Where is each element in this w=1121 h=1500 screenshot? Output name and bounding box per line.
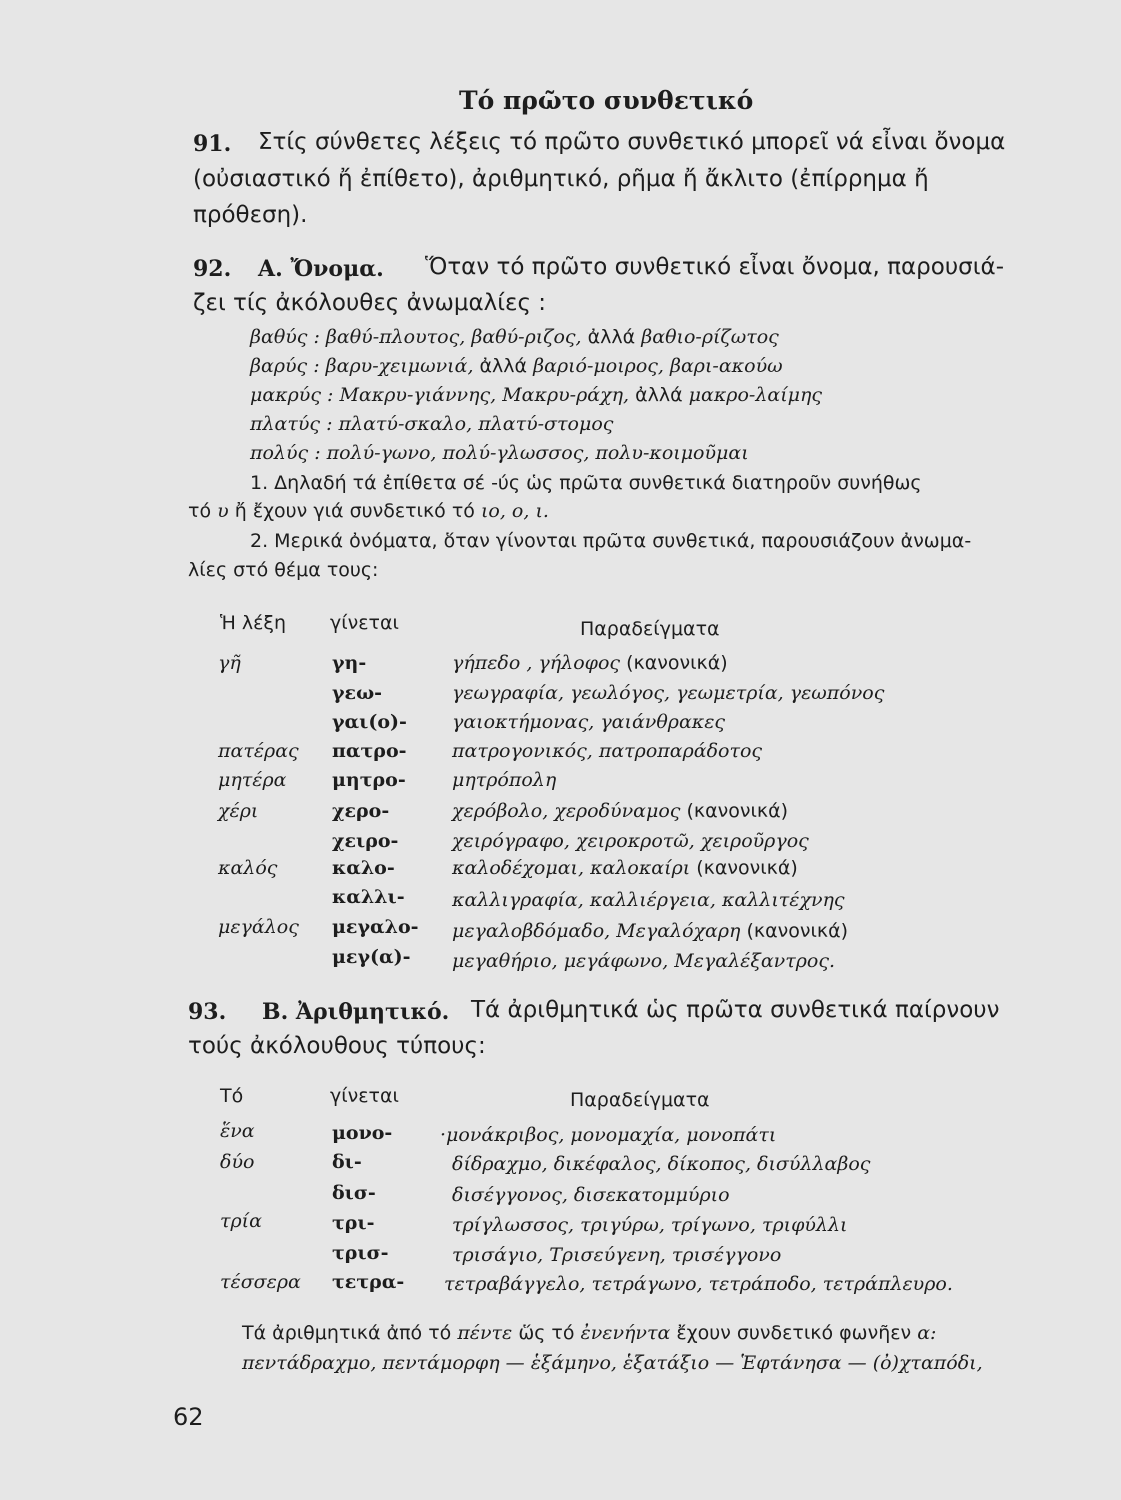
example-line: πλατύς : πλατύ-σκαλο, πλατύ-στομος — [250, 413, 614, 435]
example-line: βαρύς : βαρυ-χειμωνιά, ἀλλά βαριό-μοιρος, βαρι-ακούω — [250, 355, 783, 377]
section-93-number: 93. — [188, 999, 227, 1025]
section-93-text-1: Τά ἀριθμητικά ὡς πρῶτα συνθετικά παίρνουν — [471, 997, 1000, 1023]
table1-examples: μεγαθήριο, μεγάφωνο, Μεγαλέξαντρος. — [452, 950, 836, 972]
table2-stem: δισ- — [332, 1182, 376, 1204]
table1-word: χέρι — [218, 800, 259, 822]
table2-stem: τρισ- — [332, 1242, 389, 1264]
table1-stem: γαι(ο)- — [332, 711, 407, 733]
table1-examples: πατρογονικός, πατροπαράδοτος — [452, 740, 763, 762]
table1-examples: καλλιγραφία, καλλιέργεια, καλλιτέχνης — [452, 889, 845, 911]
table2-examples: τρισάγιο, Τρισεύγενη, τρισέγγονο — [452, 1244, 782, 1266]
table2-header-becomes: γίνεται — [330, 1085, 399, 1107]
table1-examples: γεωγραφία, γεωλόγος, γεωμετρία, γεωπόνος — [452, 682, 885, 704]
section-93-heading: Β. Ἀριθμητικό. — [262, 999, 450, 1025]
example-line: πολύς : πολύ-γωνο, πολύ-γλωσσος, πολυ-κοιμοῦμαι — [250, 442, 749, 464]
section-92-text-1: Ὅταν τό πρῶτο συνθετικό εἶναι ὄνομα, παρουσιά- — [425, 254, 1004, 280]
table1-header-examples: Παραδείγματα — [580, 618, 720, 640]
note-1-line-2: τό υ ἤ ἔχουν γιά συνδετικό τό ιο, ο, ι. — [188, 500, 549, 522]
table1-examples: μητρόπολη — [452, 769, 557, 791]
table1-word: πατέρας — [218, 740, 299, 762]
note-1-line-1: 1. Δηλαδή τά ἐπίθετα σέ -ύς ὡς πρῶτα συνθετικά διατηροῦν συνήθως — [250, 472, 922, 494]
example-line: βαθύς : βαθύ-πλουτος, βαθύ-ριζος, ἀλλά βαθιο-ρίζωτος — [250, 326, 779, 348]
table1-examples: χερόβολο, χεροδύναμος (κανονικά) — [452, 800, 789, 822]
table2-header-word: Τό — [220, 1085, 244, 1107]
table1-stem: χερο- — [332, 800, 390, 822]
table2-word: δύο — [220, 1151, 255, 1173]
table1-examples: καλοδέχομαι, καλοκαίρι (κανονικά) — [452, 857, 798, 879]
table1-stem: μεγ(α)- — [332, 946, 411, 968]
table1-stem: καλλι- — [332, 886, 405, 908]
table1-examples: γήπεδο , γήλοφος (κανονικά) — [452, 652, 728, 674]
table2-word: τρία — [220, 1210, 262, 1232]
table2-examples: ·μονάκριβος, μονομαχία, μονοπάτι — [440, 1124, 777, 1146]
table1-header-word: Ἡ λέξη — [220, 612, 287, 634]
closing-line-1: Τά ἀριθμητικά ἀπό τό πέντε ὥς τό ἐνενήντα ἔχουν συνδετικό φωνῆεν α: — [242, 1322, 937, 1344]
section-92-heading: Α. Ὄνομα. — [258, 256, 384, 282]
table1-examples: γαιοκτήμονας, γαιάνθρακες — [452, 711, 726, 733]
table2-word: ἕνα — [220, 1120, 255, 1142]
section-91-line-1: Στίς σύνθετες λέξεις τό πρῶτο συνθετικό μπορεῖ νά εἶναι ὄνομα — [258, 129, 1006, 155]
table1-examples: μεγαλοβδόμαδο, Μεγαλόχαρη (κανονικά) — [452, 920, 849, 942]
note-2-line-1: 2. Μερικά ὀνόματα, ὅταν γίνονται πρῶτα συνθετικά, παρουσιάζουν ἀνωμα- — [250, 530, 972, 552]
table1-examples: χειρόγραφο, χειροκροτῶ, χειροῦργος — [452, 830, 809, 852]
page-title: Τό πρῶτο συνθετικό — [459, 86, 754, 115]
table1-stem: πατρο- — [332, 740, 407, 762]
table2-examples: τετραβάγγελο, τετράγωνο, τετράποδο, τετράπλευρο. — [444, 1273, 953, 1295]
section-93-text-2: τούς ἀκόλουθους τύπους: — [188, 1033, 486, 1059]
section-91-number: 91. — [193, 131, 232, 157]
table1-header-becomes: γίνεται — [330, 612, 399, 634]
table2-header-examples: Παραδείγματα — [570, 1089, 710, 1111]
table1-stem: μεγαλο- — [332, 916, 419, 938]
table2-stem: δι- — [332, 1151, 362, 1173]
table2-examples: τρίγλωσσος, τριγύρω, τρίγωνο, τριφύλλι — [452, 1214, 848, 1236]
section-91-line-2: (οὐσιαστικό ἤ ἐπίθετο), ἀριθμητικό, ρῆμα ἤ ἄκλιτο (ἐπίρρημα ἤ — [193, 166, 929, 192]
note-2-line-2: λίες στό θέμα τους: — [188, 559, 379, 581]
table1-word: καλός — [218, 857, 278, 879]
table1-word: γῆ — [218, 652, 241, 674]
table2-word: τέσσερα — [220, 1271, 301, 1293]
table1-stem: χειρο- — [332, 830, 399, 852]
table1-word: μεγάλος — [218, 916, 299, 938]
example-line: μακρύς : Μακρυ-γιάννης, Μακρυ-ράχη, ἀλλά μακρο-λαίμης — [250, 384, 823, 406]
table2-stem: μονο- — [332, 1122, 393, 1144]
table1-stem: γη- — [332, 652, 367, 674]
closing-line-2: πεντάδραχμο, πεντάμορφη — ἑξάμηνο, ἑξατάξιο — Ἑφτάνησα — (ὀ)χταπόδι, — [242, 1352, 983, 1374]
table1-word: μητέρα — [218, 769, 287, 791]
table1-stem: μητρο- — [332, 769, 406, 791]
section-92-number: 92. — [193, 256, 232, 282]
page-number: 62 — [173, 1403, 204, 1431]
table1-stem: γεω- — [332, 682, 383, 704]
section-92-text-2: ζει τίς ἀκόλουθες ἀνωμαλίες : — [193, 290, 547, 316]
table1-stem: καλο- — [332, 857, 395, 879]
table2-stem: τρι- — [332, 1212, 375, 1234]
section-91-line-3: πρόθεση). — [193, 202, 308, 228]
table2-examples: δισέγγονος, δισεκατομμύριο — [452, 1184, 730, 1206]
table2-examples: δίδραχμο, δικέφαλος, δίκοπος, δισύλλαβος — [452, 1153, 871, 1175]
table2-stem: τετρα- — [332, 1271, 405, 1293]
